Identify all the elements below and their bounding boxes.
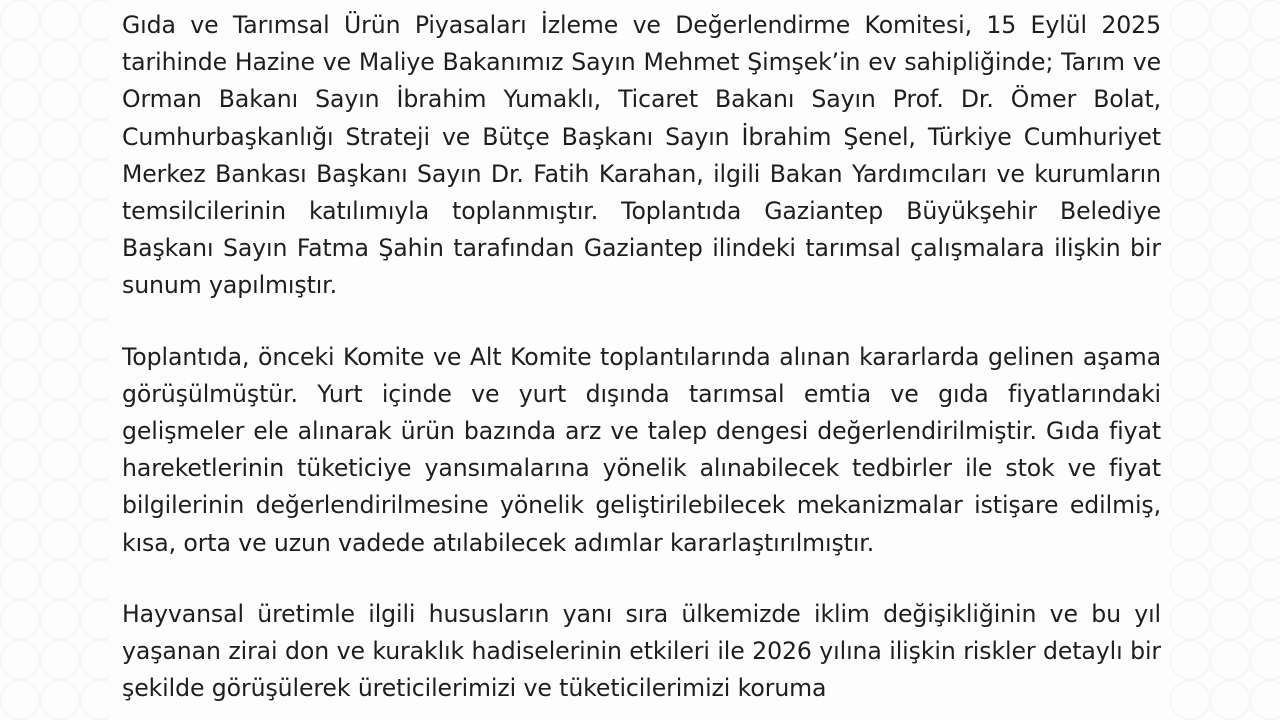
paragraph-3: Hayvansal üretimle ilgili hususların yanı sıra ülkemizde iklim değişikliğinin ve bu yıl yaşanan zirai don ve kuraklık hadiselerinin etkileri ile 2026 yılına ilişkin riskler detaylı bir şekilde görüşülerek üreticilerimizi ve tüketicilerimizi koruma	[122, 599, 1161, 703]
decorative-pattern-right	[1170, 0, 1280, 720]
paragraph-2: Toplantıda, önceki Komite ve Alt Komite toplantılarında alınan kararlarda gelinen aşama görüşülmüştür. Yurt içinde ve yurt dışında tarımsal emtia ve gıda fiyatlarındaki gelişmeler ele alınarak ürün bazında arz ve talep dengesi değerlendirilmiştir. Gıda fiyat hareketlerinin tüketiciye yansımalarına yönelik alınabilecek tedbirler ile stok ve fiyat bilgilerinin değerlendirilmesine yönelik geliştirilebilecek mekanizmalar istişare edilmiş, kısa, orta ve uzun vadede atılabilecek adımlar kararlaştırılmıştır.	[122, 342, 1161, 557]
document-body	[122, 7, 1161, 720]
paragraph-1: Gıda ve Tarımsal Ürün Piyasaları İzleme ve Değerlendirme Komitesi, 15 Eylül 2025 tarihinde Hazine ve Maliye Bakanımız Sayın Mehmet Şimşek’in ev sahipliğinde; Tarım ve Orman Bakanı Sayın İbrahim Yumaklı, Ticaret Bakanı Sayın Prof. Dr. Ömer Bolat, Cumhurbaşkanlığı Strateji ve Bütçe Başkanı Sayın İbrahim Şenel, Türkiye Cumhuriyet Merkez Bankası Başkanı Sayın Dr. Fatih Karahan, ilgili Bakan Yardımcıları ve kurumların temsilcilerinin katılımıyla toplanmıştır. Toplantıda Gaziantep Büyükşehir Belediye Başkanı Sayın Fatma Şahin tarafından Gaziantep ilindeki tarımsal çalışmalara ilişkin bir sunum yapılmıştır.	[122, 11, 1161, 300]
decorative-pattern-left	[0, 0, 110, 720]
